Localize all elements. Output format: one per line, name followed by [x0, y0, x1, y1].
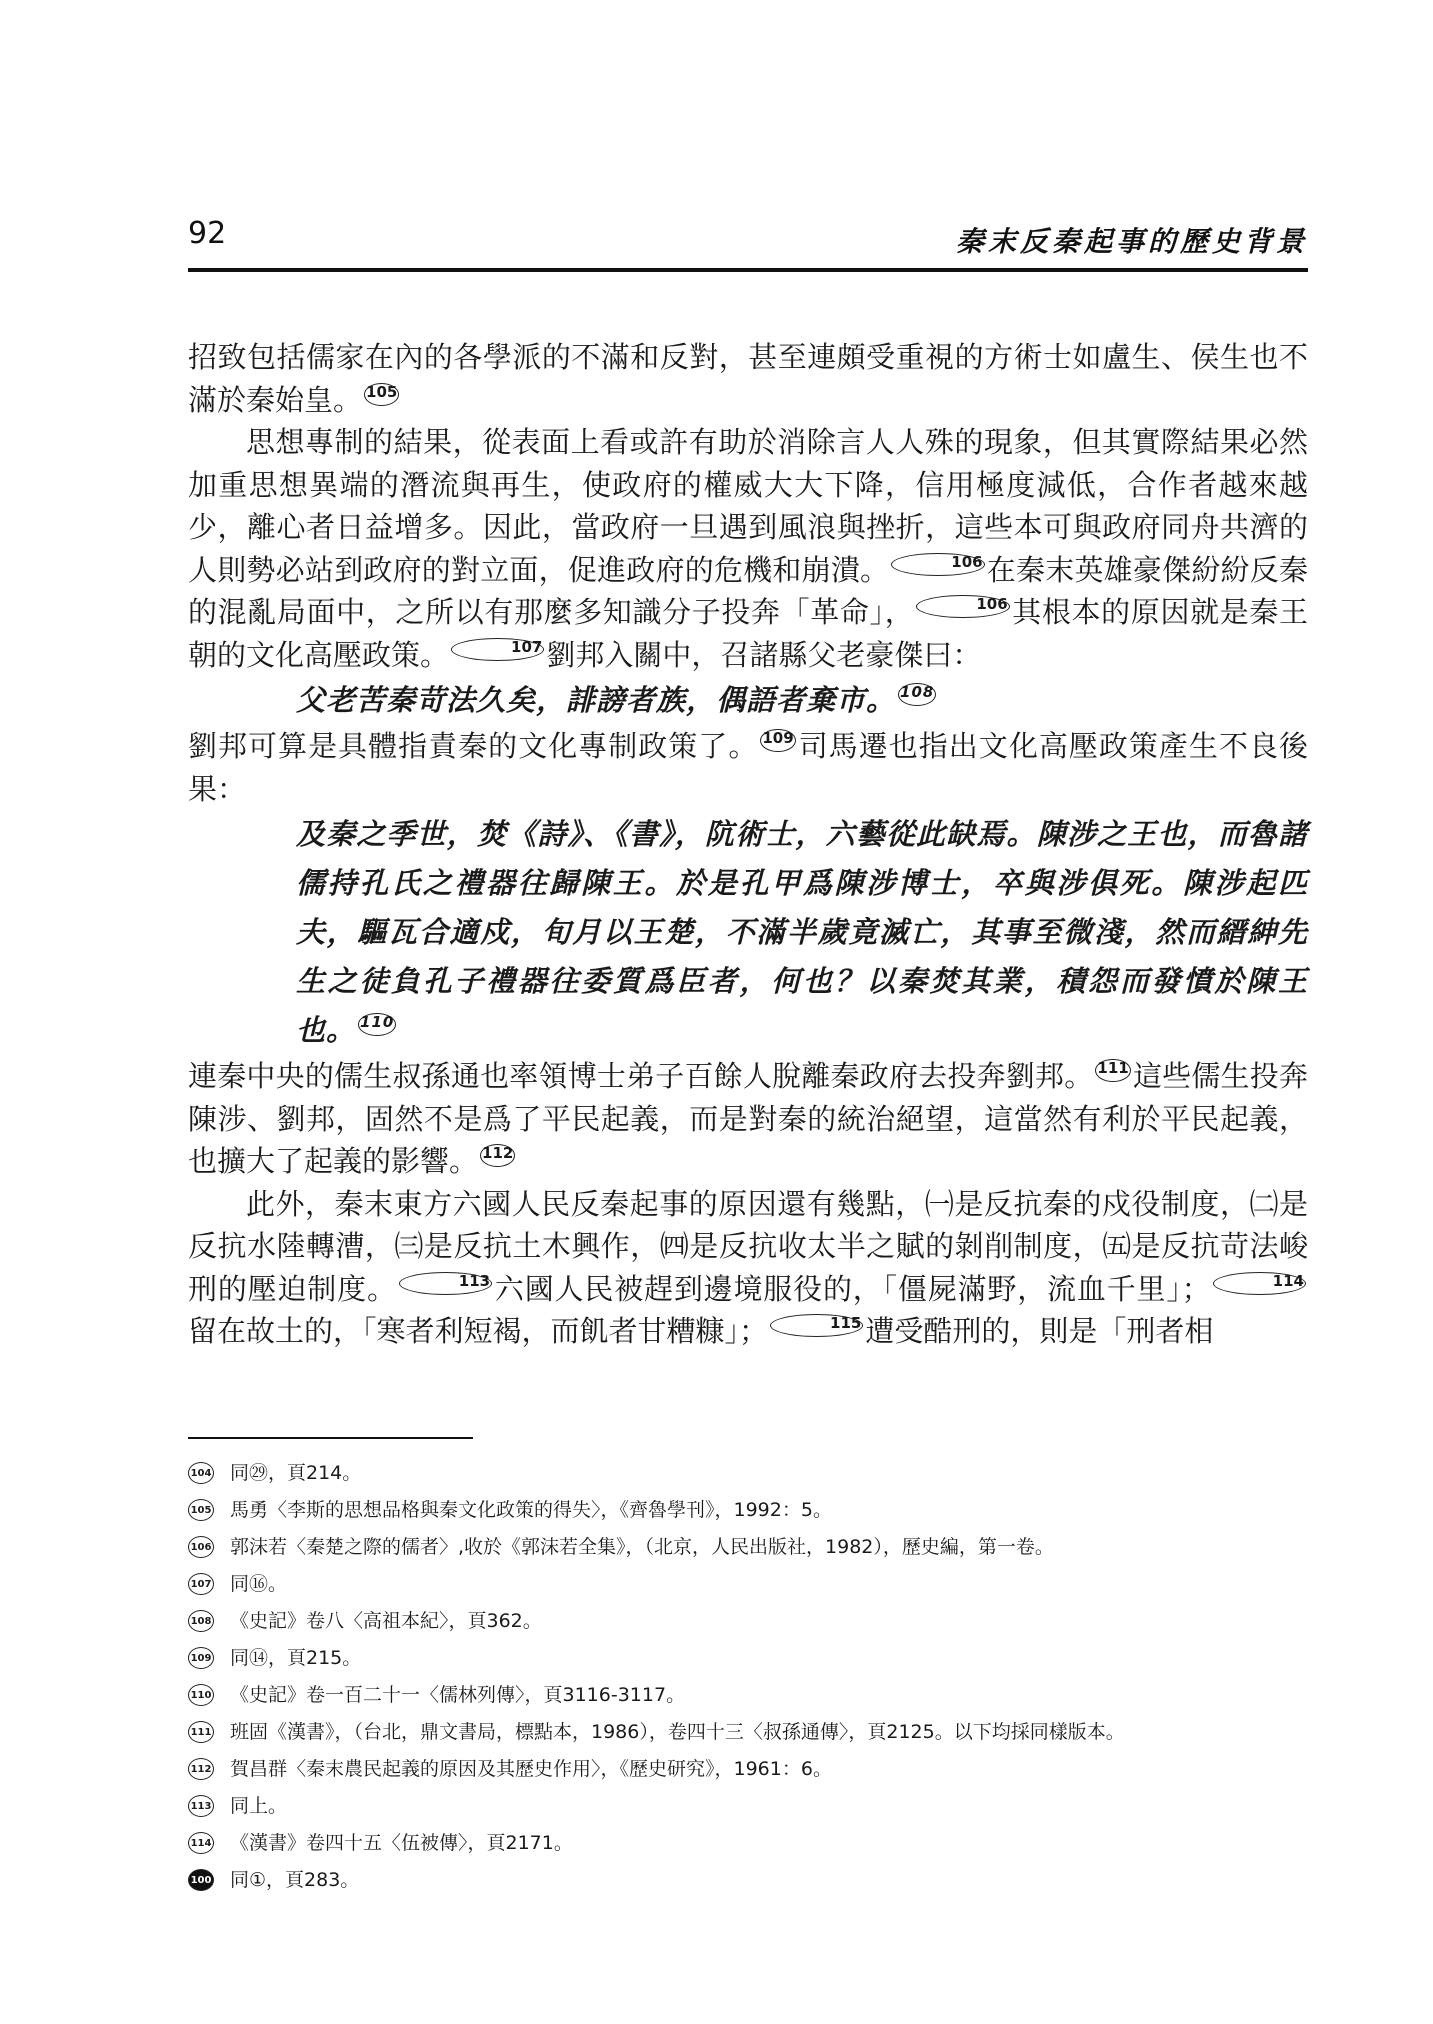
footnote-item [188, 1825, 1308, 1862]
body-text [188, 336, 1308, 1353]
footnote-text: 《史記》卷八〈高祖本紀〉，頁362。 [230, 1610, 542, 1632]
footnote-text: 馬勇〈李斯的思想品格與秦文化政策的得失〉，《齊魯學刊》，1992：5。 [230, 1499, 832, 1521]
block-quote-1: 父老苦秦苛法久矣，誹謗者族，偶語者棄市。 108 [296, 683, 935, 717]
footnote-ref[interactable]: 106 [891, 553, 984, 576]
running-title: 秦末反秦起事的歷史背景 [955, 225, 1308, 258]
footnote-number: 109 [188, 1647, 214, 1669]
footnote-ref[interactable]: 110 [358, 1013, 396, 1036]
paragraph-1: 招致包括儒家在內的各學派的不滿和反對，甚至連頗受重視的方術士如盧生、侯生也不滿於秦始皇。 105 [188, 340, 1308, 417]
footnote-ref[interactable]: 105 [364, 383, 399, 406]
footnote-number: 113 [188, 1795, 214, 1817]
footnote-item [188, 1714, 1308, 1751]
footnote-text: 《漢書》卷四十五〈伍被傳〉，頁2171。 [230, 1832, 573, 1854]
footnote-text: 同⑭，頁215。 [230, 1647, 362, 1669]
footnote-item [188, 1455, 1308, 1492]
footnote-ref[interactable]: 106 [916, 595, 1009, 618]
footnote-number: 111 [188, 1721, 214, 1743]
paragraph-5: 此外，秦末東方六國人民反秦起事的原因還有幾點，㈠是反抗秦的戍役制度，㈡是反抗水陸轉漕，㈢是反抗土木興作，㈣是反抗收太半之賦的剝削制度，㈤是反抗苛法峻刑的壓迫制度。 113 六國人民被趕到邊境服役的，「僵屍滿野，流血千里」； 114留在故土的，「寒者利短褐，而飢者甘糟糠」； 115 遭受酷刑的，則是「刑者相 [188, 1186, 1308, 1348]
footnote-number: 105 [188, 1499, 214, 1521]
footnote-text: 同㉙，頁214。 [230, 1462, 362, 1484]
footnote-item [188, 1603, 1308, 1640]
footnote-text: 同①，頁283。 [230, 1869, 360, 1891]
footnote-ref[interactable]: 107 [451, 638, 544, 661]
footnote-number: 114 [188, 1832, 214, 1854]
footnote-text: 賀昌群〈秦末農民起義的原因及其歷史作用〉，《歷史研究》，1961：6。 [230, 1758, 832, 1780]
footnote-number: 107 [188, 1573, 214, 1595]
footnote-ref[interactable]: 108 [898, 683, 936, 706]
footnote-number: 104 [188, 1462, 214, 1484]
page-number: 92 [188, 216, 227, 251]
footnote-number: 112 [188, 1758, 214, 1780]
footnote-divider [188, 1437, 473, 1439]
footnote-ref[interactable]: 111 [1095, 1059, 1130, 1082]
footnote-ref[interactable]: 112 [480, 1144, 515, 1167]
footnote-item [188, 1677, 1308, 1714]
page-header [188, 212, 1308, 272]
footnote-item [188, 1566, 1308, 1603]
footnote-text: 《史記》卷一百二十一〈儒林列傳〉，頁3116-3117。 [230, 1684, 686, 1706]
footnotes [188, 1455, 1308, 1899]
footnote-number: 108 [188, 1610, 214, 1632]
footnote-ref[interactable]: 114 [1213, 1272, 1306, 1295]
paragraph-4: 連秦中央的儒生叔孫通也率領博士弟子百餘人脫離秦政府去投奔劉邦。 111 這些儒生投奔陳涉、劉邦，固然不是爲了平民起義，而是對秦的統治絕望，這當然有利於平民起義，也擴大了起義的影響。 112 [188, 1059, 1308, 1178]
paragraph-3: 劉邦可算是具體指責秦的文化專制政策了。 109 司馬遷也指出文化高壓政策產生不良後果： [188, 729, 1308, 806]
footnote-text: 班固《漢書》，（台北，鼎文書局，標點本，1986），卷四十三〈叔孫通傳〉，頁2125。以下均採同樣版本。 [230, 1721, 1125, 1743]
footnote-text: 同⑯。 [230, 1573, 288, 1595]
footnote-text: 同上。 [230, 1795, 288, 1817]
footnote-ref[interactable]: 113 [399, 1272, 492, 1295]
footnote-number: 100 [188, 1869, 214, 1891]
footnote-ref[interactable]: 115 [770, 1314, 863, 1337]
footnote-item [188, 1788, 1308, 1825]
footnote-text: 郭沫若〈秦楚之際的儒者〉,收於《郭沫若全集》，（北京，人民出版社，1982），歷史編，第一卷。 [230, 1536, 1054, 1558]
footnote-number: 110 [188, 1684, 214, 1706]
paragraph-2: 思想專制的結果，從表面上看或許有助於消除言人人殊的現象，但其實際結果必然加重思想異端的潛流與再生，使政府的權威大大下降，信用極度減低，合作者越來越少，離心者日益增多。因此，當政府一旦遇到風浪與挫折，這些本可與政府同舟共濟的人則勢必站到政府的對立面，促進政府的危機和崩潰。 106 在秦末英雄豪傑紛紛反秦的混亂局面中，之所以有那麼多知識分子投奔「革命」， 106 其根本的原因就是秦王朝的文化高壓政策。 107 劉邦入關中，召諸縣父老豪傑曰： [188, 425, 1308, 672]
footnote-ref[interactable]: 109 [760, 729, 795, 752]
footnote-item [188, 1751, 1308, 1788]
footnote-item [188, 1640, 1308, 1677]
footnote-number: 106 [188, 1536, 214, 1558]
footnote-item [188, 1529, 1308, 1566]
footnote-item [188, 1492, 1308, 1529]
block-quote-2: 及秦之季世，焚《詩》、《書》，阬術士，六藝從此缺焉。陳涉之王也，而魯諸儒持孔氏之禮器往歸陳王。於是孔甲爲陳涉博士，卒與涉俱死。陳涉起匹夫，驅瓦合適戍，旬月以王楚，不滿半歲竟滅亡，其事至微淺，然而縉紳先生之徒負孔子禮器往委質爲臣者，何也？以秦焚其業，積怨而發憤於陳王也。 110 [296, 817, 1308, 1047]
footnote-item [188, 1862, 1308, 1899]
